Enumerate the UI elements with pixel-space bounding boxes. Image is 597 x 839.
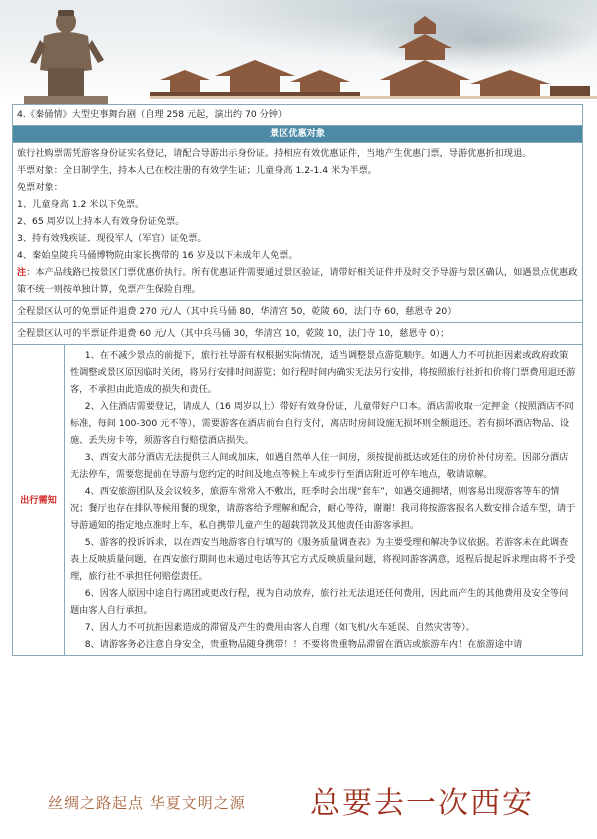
footer-banner [0, 760, 597, 839]
table-row [13, 105, 583, 126]
notes-item: 3、西安大部分酒店无法提供三人间或加床，如遇自然单人住一间房，须按提前抵达或延住的房价补付房差。因部分酒店无法停车，需要您提前在导游与您约定的时间及地点等候上车或步行至酒店附近可停车地点，敬请谅解。 [70, 452, 569, 480]
notes-label: 出行需知 [20, 494, 57, 506]
note-paragraph [17, 264, 578, 298]
table-row [13, 143, 583, 301]
discount-intro: 旅行社购票需凭游客身份证实名登记，请配合导游出示身份证。持相应有效优惠证件，当地产生优惠门票，导游优惠折扣现退。 [17, 148, 532, 159]
free-heading: 免票对象： [17, 182, 63, 193]
section-title: 景区优惠对象 [269, 128, 326, 139]
terracotta-warrior-icon [24, 10, 108, 104]
refund-half-cell [13, 323, 583, 345]
item-4-cell [13, 105, 583, 126]
header-banner [0, 0, 597, 104]
table-row [13, 301, 583, 323]
refund-half-text: 全程景区认可的半票证件退费 60 元/人（其中兵马俑 30，华清宫 10，乾陵 10，法门寺 10，慈恩寺 0）； [17, 328, 450, 339]
notes-item: 7、因人力不可抗拒因素造成的滞留及产生的费用由客人自理（如飞机/火车延误、自然灾害等）。 [84, 622, 475, 633]
notes-item: 5、游客的投诉诉求，以在西安当地游客自行填写的《服务质量调查表》为主要受理和解决争议依据。若游客未在此调查表上反映质量问题，在西安旅行期间也未通过电话等其它方式反映质量问题，将视同游客满意，返程后提起诉求理由将不予受理，旅行社不承担任何赔偿责任。 [70, 537, 576, 582]
note-text: ：本产品线路已按景区门票优惠价执行。所有优惠证件需要通过景区验证，请带好相关证件并及时交予导游与景区确认，如遇景点优惠政策不统一则按单独计算，免票产生保险自理。 [17, 267, 578, 295]
free-item: 4、秦始皇陵兵马俑博物院由家长携带的 16 岁及以下未成年人免票。 [17, 250, 298, 261]
notes-item: 4、西安旅游团队及会议较多，旅游车常常入不敷出，旺季时会出现“套车”，如遇交通拥堵，则客易出现游客等车的情况；餐厅也存在排队等候用餐的现象，请游客给予理解和配合，耐心等待，谢谢！我司将按游客报名人数安排合适车型，请于导游通知的指定地点准时上车，私自携带儿童产生的超载罚款及其他责任由游客承担。 [70, 486, 576, 531]
info-table [12, 104, 583, 656]
table-row [13, 345, 583, 656]
half-ticket-text: 半票对象：全日制学生，持本人已在校注册的有效学生证；儿童身高 1.2-1.4 米为半票。 [17, 165, 377, 176]
refund-free-cell [13, 301, 583, 323]
banner-illustration [0, 0, 597, 104]
item-4-text: 4.《秦俑情》大型史事舞台剧（自理 258 元起，演出约 70 分钟） [17, 109, 288, 120]
notes-item: 8、请游客务必注意自身安全，贵重物品随身携带！！不要将贵重物品滞留在酒店或旅游车内！在旅游途中请 [84, 639, 523, 650]
table-row [13, 126, 583, 143]
footer-slogan-left: 丝绸之路起点 华夏文明之源 [48, 794, 246, 812]
refund-free-text: 全程景区认可的免票证件退费 270 元/人（其中兵马俑 80，华清宫 50，乾陵 60，法门寺 60，慈恩寺 20） [17, 306, 457, 317]
notes-label-cell [13, 345, 65, 656]
section-header [13, 126, 583, 143]
itinerary-document [12, 104, 583, 656]
footer-slogan-right: 总要去一次西安 [310, 786, 534, 821]
ancient-architecture-icon [150, 16, 590, 96]
table-row [13, 323, 583, 345]
free-item: 3、持有效残疾证、现役军人（军官）证免票。 [17, 233, 207, 244]
notes-item: 1、在不减少景点的前提下，旅行社导游有权根据实际情况，适当调整景点游览顺序。如遇人力不可抗拒因素或政府政策性调整或景区原因临时关闭，将另行安排时间游览；如行程时间内确实无法另行安排，将按照旅行社折扣价将门票费用退还游客，不承担由此造成的损失和责任。 [70, 350, 576, 395]
free-item: 2、65 周岁以上持本人有效身份证免票。 [17, 216, 185, 227]
free-item: 1、儿童身高 1.2 米以下免票。 [17, 199, 145, 210]
discount-cell [13, 143, 583, 301]
notes-cell [65, 345, 583, 656]
note-label: 注 [17, 267, 27, 278]
notes-item: 6、因客人原因中途自行离团或更改行程，视为自动放弃，旅行社无法退还任何费用，因此而产生的其他费用及安全等问题由客人自行承担。 [70, 588, 569, 616]
notes-item: 2、入住酒店需要登记，请成人（16 周岁以上）带好有效身份证，儿童带好户口本。酒店需收取一定押金（按照酒店不同标准，每间 100-300 元不等），需要游客在酒店前台自行支付，离店时房间设施无损坏则全额退还。若有损坏酒店物品、设施、丢失房卡等，须游客自行赔偿酒店损失。 [70, 401, 574, 446]
